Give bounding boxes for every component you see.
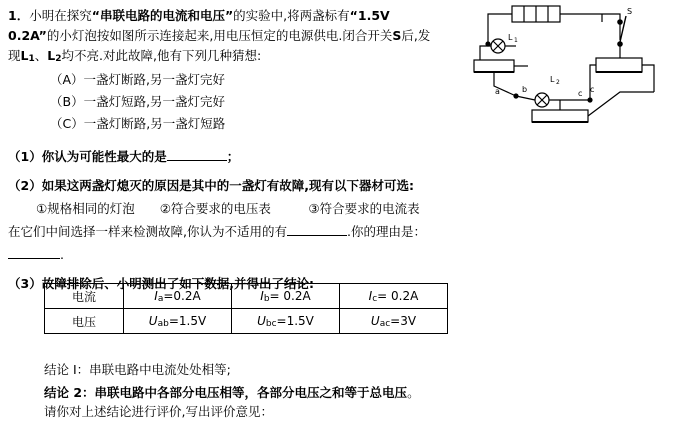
sub-question-3-text: （3）故障排除后、小明测出了如下数据,并得出了结论: bbox=[8, 276, 314, 291]
stem-line3-post: 均不亮.对此故障,他有下列几种猜想: bbox=[61, 48, 262, 63]
lamp-l1-label: L1 bbox=[20, 48, 35, 64]
stem-line-1 bbox=[8, 6, 468, 26]
stem-part-3: 的小灯泡按如图所示连接起来,用电压恒定的电源供电.闭合开关 bbox=[46, 28, 393, 43]
row-label-current: 电流 bbox=[45, 284, 124, 309]
conclusion-1: 结论 I：串联电路中电流处处相等; bbox=[44, 362, 231, 377]
svg-text:1: 1 bbox=[514, 37, 518, 44]
circuit-diagram bbox=[470, 0, 688, 125]
label-c2: c bbox=[578, 89, 583, 98]
sub-question-2-text: （2）如果这两盏灯熄灭的原因是其中的一盏灯有故障,现有以下器材可选: bbox=[8, 178, 414, 193]
sub-question-1-tail: ； bbox=[226, 149, 240, 164]
conclusion-2-bold: 结论 2：串联电路中各部分电压相等，各部分电压之和等于总电压 bbox=[44, 385, 408, 400]
stem-line-2 bbox=[8, 26, 468, 46]
sub-question-2-line2-b: .你的理由是： bbox=[346, 224, 426, 239]
option-c: （C）一盏灯断路,另一盏灯短路 bbox=[50, 116, 226, 131]
stem-part-2: 的实验中,将两盏标有 bbox=[233, 8, 350, 23]
stem-line3-mid: 、 bbox=[34, 48, 48, 63]
measurement-table bbox=[44, 283, 448, 334]
sub-question-2-items: ①规格相同的灯泡 ②符合要求的电压表 ③符合要求的电流表 bbox=[36, 201, 420, 216]
cell-current-c: Ic= 0.2A bbox=[340, 284, 448, 309]
stem-part-4: 后,发 bbox=[401, 28, 431, 43]
stem-value-current: 0.2A” bbox=[8, 28, 47, 43]
cell-voltage-bc: Ubc=1.5V bbox=[232, 309, 340, 334]
label-l2: L bbox=[550, 75, 555, 84]
table-row bbox=[45, 284, 448, 309]
row-label-voltage: 电压 bbox=[45, 309, 124, 334]
svg-text:2: 2 bbox=[556, 79, 560, 86]
label-l1: L bbox=[508, 33, 513, 42]
cell-voltage-ab: Uab=1.5V bbox=[124, 309, 232, 334]
sub-question-1 bbox=[8, 145, 468, 168]
answer-blank-2[interactable] bbox=[287, 223, 347, 236]
switch-symbol: S bbox=[392, 28, 402, 43]
conclusion-2-tail: 。 bbox=[407, 385, 420, 400]
cell-current-a: Ia=0.2A bbox=[124, 284, 232, 309]
option-b: （B）一盏灯短路,另一盏灯完好 bbox=[50, 94, 226, 109]
stem-value-voltage: “1.5V bbox=[349, 8, 390, 23]
problem-number: 1． bbox=[8, 8, 30, 23]
label-s: S bbox=[627, 7, 633, 16]
label-a: a bbox=[495, 87, 500, 96]
lamp-l2-label: L2 bbox=[47, 48, 62, 64]
stem-line-3 bbox=[8, 46, 468, 69]
cell-voltage-ac: Uac=3V bbox=[340, 309, 448, 334]
question-text-column bbox=[8, 6, 468, 295]
answer-blank-3[interactable] bbox=[8, 246, 60, 259]
sub-question-1-text: （1）你认为可能性最大的是 bbox=[8, 149, 167, 164]
stem-part-1: 小明在探究 bbox=[29, 8, 92, 23]
cell-current-b: Ib= 0.2A bbox=[232, 284, 340, 309]
option-a: （A）一盏灯断路,另一盏灯完好 bbox=[50, 72, 226, 87]
sub-question-2-line2 bbox=[8, 220, 468, 266]
stem-line3-pre: 现 bbox=[8, 48, 21, 63]
table-row bbox=[45, 309, 448, 334]
circuit-diagram-svg bbox=[470, 0, 688, 125]
final-prompt: 请你对上述结论进行评价,写出评价意见： bbox=[44, 404, 273, 419]
sub-question-2 bbox=[8, 174, 468, 197]
stem-quote-1: “串联电路的电流和电压” bbox=[91, 8, 234, 23]
label-c: c bbox=[590, 85, 595, 94]
sub-question-2-line2-a: 在它们中间选择一样来检测故障,你认为不适用的有 bbox=[8, 224, 287, 239]
sub-question-2-line2-c: . bbox=[60, 247, 64, 262]
answer-blank-1[interactable] bbox=[167, 148, 227, 161]
label-b: b bbox=[522, 85, 528, 94]
